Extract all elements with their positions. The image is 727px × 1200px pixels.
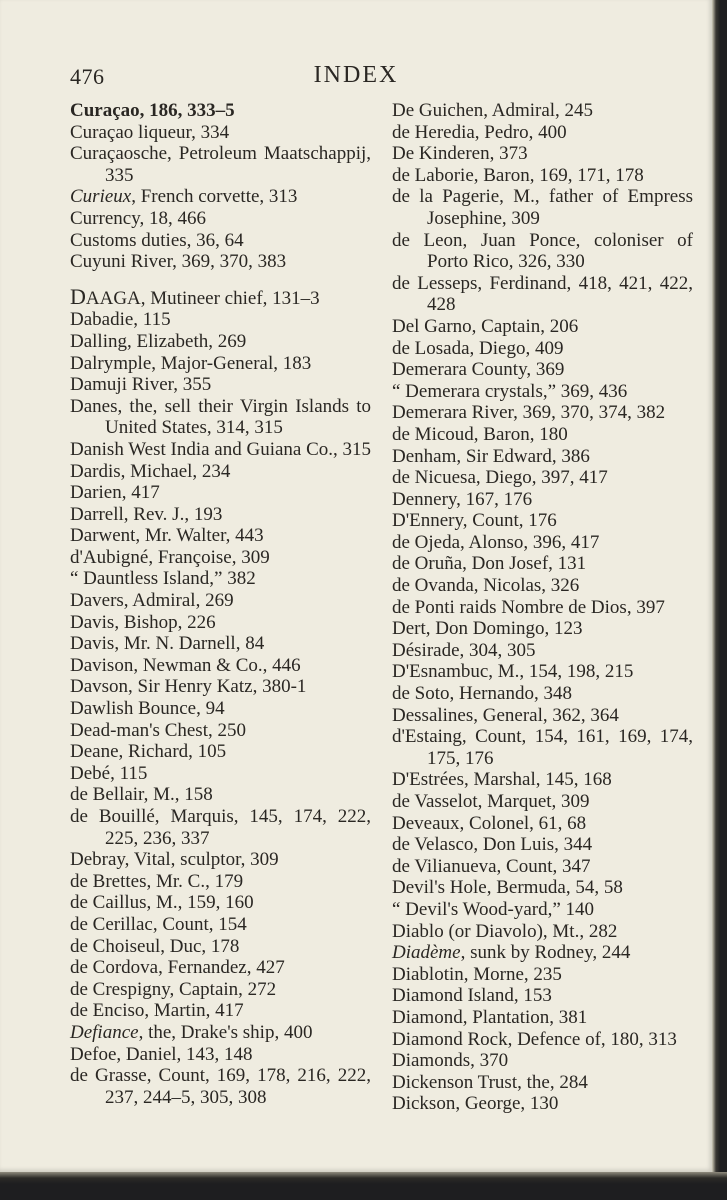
index-entry: Dickson, George, 130	[392, 1093, 559, 1115]
index-entry: Dardis, Michael, 234	[70, 460, 231, 482]
index-entry: Davers, Admiral, 269	[70, 590, 234, 612]
page-edge-right	[712, 0, 727, 1200]
index-entry: de Lesseps, Ferdinand, 418, 421, 422, 428	[392, 272, 693, 316]
page-edge-bottom	[0, 1172, 727, 1200]
index-entry: Curieux, French corvette, 313	[70, 186, 298, 208]
index-entry: Devil's Hole, Bermuda, 54, 58	[392, 877, 623, 899]
index-entry: de Losada, Diego, 409	[392, 337, 564, 359]
index-entry: de Caillus, M., 159, 160	[70, 892, 254, 914]
index-entry: Debé, 115	[70, 762, 148, 784]
index-entry: de Vasselot, Marquet, 309	[392, 791, 590, 812]
index-entry: de Bellair, M., 158	[70, 784, 213, 806]
index-entry: D'Ennery, Count, 176	[392, 510, 557, 532]
index-entry: D'Esnambuc, M., 154, 198, 215	[392, 661, 634, 683]
index-entry: Désirade, 304, 305	[392, 639, 536, 661]
index-entry: Darwent, Mr. Walter, 443	[70, 525, 264, 547]
index-entry: Damuji River, 355	[70, 374, 212, 396]
index-entry: Curaçao liqueur, 334	[70, 121, 230, 143]
index-entry: de la Pagerie, M., father of Empress Josephine, 309	[392, 186, 693, 229]
index-entry: Dead-man's Chest, 250	[70, 719, 246, 741]
index-entry: d'Estaing, Count, 154, 161, 169, 174, 175, 176	[392, 726, 693, 769]
index-entry: Del Garno, Captain, 206	[392, 315, 579, 337]
index-entry: Cuyuni River, 369, 370, 383	[70, 251, 287, 273]
index-entry: de Nicuesa, Diego, 397, 417	[392, 467, 608, 489]
index-entry: Danes, the, sell their Virgin Islands to United States, 314, 315	[70, 395, 371, 439]
index-entry: Diamonds, 370	[392, 1050, 509, 1072]
index-entry: Diablo (or Diavolo), Mt., 282	[392, 920, 618, 942]
index-entry: de Bouillé, Marquis, 145, 174, 222, 225, 236, 337	[70, 806, 371, 849]
index-entry: Davson, Sir Henry Katz, 380-1	[70, 676, 307, 698]
index-entry: Currency, 18, 466	[70, 207, 206, 229]
index-entry: Dennery, 167, 176	[392, 488, 533, 510]
index-entry: Defiance, the, Drake's ship, 400	[70, 1021, 313, 1043]
index-entry: de Cerillac, Count, 154	[70, 913, 247, 935]
index-entry: de Heredia, Pedro, 400	[392, 121, 567, 143]
index-entry: Davis, Bishop, 226	[70, 611, 216, 633]
index-entry: Denham, Sir Edward, 386	[392, 445, 590, 467]
index-entry: Curaçaosche, Petroleum Maatschappij, 335	[70, 143, 371, 186]
index-entry: Diamond Island, 153	[392, 985, 552, 1007]
index-entry: de Leon, Juan Ponce, coloniser of Porto Rico, 326, 330	[392, 229, 693, 273]
index-entry: Defoe, Daniel, 143, 148	[70, 1043, 253, 1065]
index-entry: Demerara County, 369	[392, 359, 565, 381]
index-entry: de Enciso, Martin, 417	[70, 1000, 244, 1022]
index-entry: Dert, Don Domingo, 123	[392, 618, 583, 640]
index-entry: DAAGA, Mutineer chief, 131–3	[70, 283, 320, 309]
index-entry: Darien, 417	[70, 482, 160, 504]
index-entry: de Velasco, Don Luis, 344	[392, 834, 593, 856]
index-entry: Customs duties, 36, 64	[70, 229, 244, 251]
index-entry: de Ponti raids Nombre de Dios, 397	[392, 596, 665, 618]
index-entry: Diamond Rock, Defence of, 180, 313	[392, 1028, 677, 1050]
index-entry: Dessalines, General, 362, 364	[392, 704, 619, 726]
index-entry: d'Aubigné, Françoise, 309	[70, 546, 270, 568]
index-entry: Davison, Newman & Co., 446	[70, 654, 301, 676]
index-entry: de Oruña, Don Josef, 131	[392, 553, 587, 575]
index-entry: Diadème, sunk by Rodney, 244	[392, 942, 631, 964]
index-entry: “ Demerara crystals,” 369, 436	[392, 380, 628, 402]
index-entry: Dalrymple, Major-General, 183	[70, 352, 312, 374]
index-entry: Debray, Vital, sculptor, 309	[70, 849, 279, 871]
index-entry: de Soto, Hernando, 348	[392, 683, 572, 705]
index-entry: Deane, Richard, 105	[70, 741, 227, 763]
index-entry: Darrell, Rev. J., 193	[70, 503, 223, 525]
page-title: INDEX	[313, 62, 399, 88]
index-entry: De Kinderen, 373	[392, 143, 528, 165]
index-entry: Dickenson Trust, the, 284	[392, 1071, 588, 1093]
index-entry: de Vilianueva, Count, 347	[392, 855, 591, 877]
index-column-left	[70, 100, 371, 1108]
index-entry: Dabadie, 115	[70, 309, 171, 331]
index-entry: de Laborie, Baron, 169, 171, 178	[392, 164, 644, 186]
page-number: 476	[70, 64, 105, 89]
index-entry: de Ojeda, Alonso, 396, 417	[392, 531, 600, 553]
index-entry: Dawlish Bounce, 94	[70, 698, 225, 720]
index-entry: D'Estrées, Marshal, 145, 168	[392, 769, 612, 791]
index-entry: de Choiseul, Duc, 178	[70, 935, 240, 957]
index-column-right	[392, 100, 693, 1115]
index-entry: Deveaux, Colonel, 61, 68	[392, 812, 587, 834]
index-entry: “ Devil's Wood-yard,” 140	[392, 898, 595, 920]
index-entry: Diablotin, Morne, 235	[392, 963, 562, 985]
index-entry: Danish West India and Guiana Co., 315	[70, 438, 372, 460]
index-entry: de Ovanda, Nicolas, 326	[392, 575, 580, 597]
index-entry: de Micoud, Baron, 180	[392, 423, 568, 445]
index-entry: de Brettes, Mr. C., 179	[70, 870, 244, 892]
index-entry: Davis, Mr. N. Darnell, 84	[70, 633, 265, 655]
index-entry: de Cordova, Fernandez, 427	[70, 957, 285, 979]
index-entry: “ Dauntless Island,” 382	[70, 568, 256, 590]
index-entry: Curaçao, 186, 333–5	[70, 100, 235, 121]
index-entry: Diamond, Plantation, 381	[392, 1006, 588, 1028]
index-entry: de Crespigny, Captain, 272	[70, 978, 277, 1000]
index-entry: Dalling, Elizabeth, 269	[70, 330, 247, 352]
index-entry: de Grasse, Count, 169, 178, 216, 222, 237, 244–5, 305, 308	[70, 1065, 371, 1108]
index-entry: Demerara River, 369, 370, 374, 382	[392, 402, 666, 424]
index-entry: De Guichen, Admiral, 245	[392, 100, 594, 121]
